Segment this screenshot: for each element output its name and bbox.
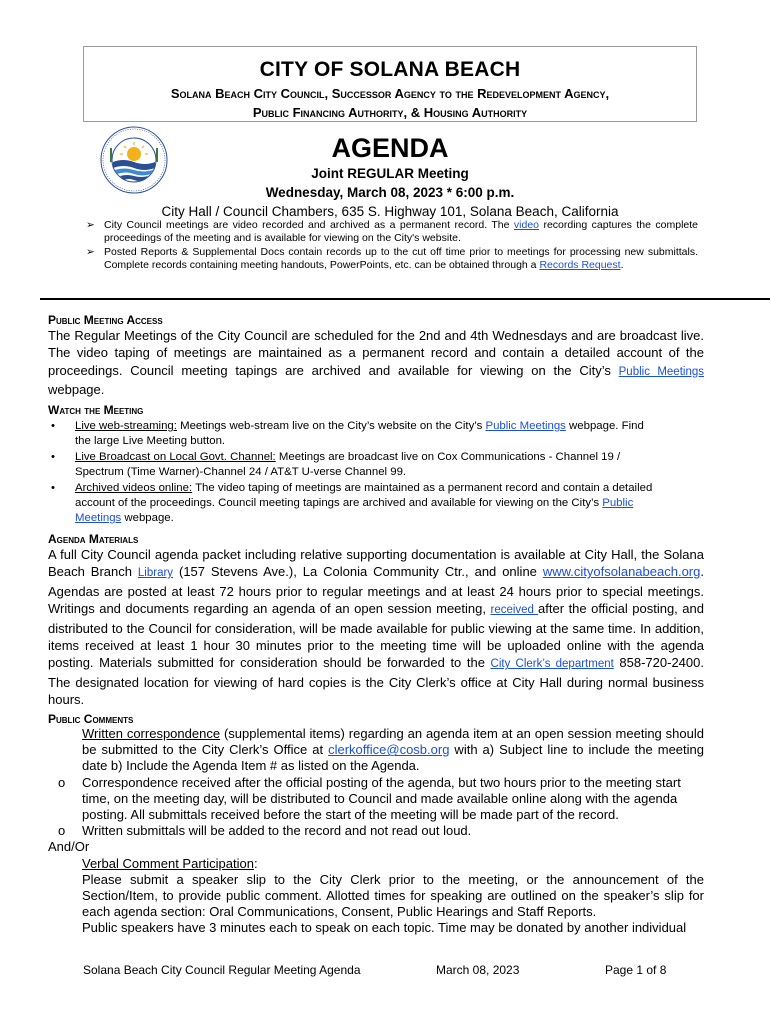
item-label: Live web-streaming: (75, 420, 177, 432)
list-item (48, 450, 658, 480)
section-heading: Agenda Materials (48, 532, 139, 546)
city-title: CITY OF SOLANA BEACH (259, 58, 521, 81)
note-text: recording captures the complete proceedings of the meeting and is available for viewing on the City's website. (104, 219, 698, 245)
arrow-bullet-icon: ➢ (86, 245, 95, 258)
clerk-email-link[interactable]: clerkoffice@cosb.org (328, 742, 450, 758)
body-text: after the official posting, and distributed to the Council for consideration, will be made available for public viewing at the same time. In addition, items received at least 1 hour 30 minutes prior to the meeting time will be uploaded online with the agenda posting. Materials submitted for consideration should be forwarded to the (48, 601, 704, 671)
agenda-materials-section (48, 532, 704, 709)
item-text: webpage. Find the large Live Meeting button. (75, 420, 644, 447)
note-text: . (620, 259, 624, 272)
section-body (48, 546, 704, 709)
meeting-location: City Hall / Council Chambers, 635 S. Highway 101, Solana Beach, California (161, 204, 619, 219)
body-text: webpage. (48, 382, 105, 398)
written-label: Written correspondence (82, 726, 221, 741)
body-text: The Regular Meetings of the City Council are scheduled for the 2nd and 4th Wednesdays and are broadcast live. The video taping of meetings are maintained as a permanent record and contain a detailed account of the proceedings. Council meeting tapings are archived and available for viewing on the City’s (48, 328, 704, 378)
header-subtitle-line1 (84, 85, 696, 104)
verbal-paragraph: Public speakers have 3 minutes each to speak on each topic. Time may be donated by another individual (82, 920, 687, 936)
footer-page-number: Page 1 of 8 (605, 963, 667, 977)
verbal-colon: : (253, 855, 258, 871)
agenda-title: AGENDA (331, 133, 449, 163)
body-text: A full City Council agenda packet including relative supporting documentation is available at City Hall, the Solana Beach Branch (48, 547, 704, 580)
bullet-icon: • (51, 420, 55, 432)
section-heading: Watch the Meeting (48, 403, 144, 417)
library-link[interactable]: Library (137, 567, 174, 580)
verbal-paragraph: Please submit a speaker slip to the City Clerk prior to the meeting, or the announcement of the Section/Item, to provide public comment. Allotted times for speaking are outlined on the speaker’s slip for each agenda section: Oral Communications, Consent, Public Hearings and Staff Reports. (82, 871, 704, 920)
meeting-type: Joint REGULAR Meeting (311, 166, 469, 181)
section-body (48, 327, 704, 399)
body-text: 858-720-2400. The designated location for viewing of hard copies is the City Clerk’s office at City Hall during normal business hours. (48, 655, 704, 708)
item-text: Written submittals will be added to the record and not read out loud. (82, 823, 472, 839)
footer-title: Solana Beach City Council Regular Meeting Agenda (83, 963, 361, 977)
subtitle-line1-text: Solana Beach City Council, Successor Agency to the Redevelopment Agency, (170, 86, 610, 101)
item-text: Meetings web-stream live on the City’s website on the City’s (176, 420, 486, 432)
public-meetings-link[interactable]: Public Meetings (485, 420, 566, 432)
header-box (83, 46, 697, 122)
city-clerk-link[interactable]: City Clerk’s department (490, 658, 614, 671)
note-video (86, 219, 698, 246)
note-text: Posted Reports & Supplemental Docs contain records up to the cut off time prior to meetings for processing new submittals. Complete records containing meeting handouts, PowerPoints, etc. can be obtained through a (104, 245, 698, 272)
body-text: (157 Stevens Ave.), La Colonia Community Ctr., and online (173, 564, 543, 580)
and-or-label: And/Or (48, 839, 90, 855)
verbal-label: Verbal Comment Participation (82, 855, 254, 871)
item-label: Live Broadcast on Local Govt. Channel: (75, 451, 276, 463)
public-meeting-access-section (48, 313, 704, 399)
body-text: with a) Subject line to include the meeting date b) Include the Agenda Item # as listed on the Agenda. (82, 742, 704, 774)
list-item (48, 481, 658, 526)
note-text: City Council meetings are video recorded and archived as a permanent record. The (104, 219, 514, 231)
section-heading: Public Meeting Access (48, 313, 163, 327)
bullet-icon: • (51, 482, 55, 494)
section-heading: Public Comments (48, 712, 134, 726)
item-text: Correspondence received after the official posting of the agenda, but two hours prior to the meeting start time, on the meeting day, will be distributed to Council and made available online along with the agenda posting. All submittals received before the start of the meeting will be made part of the record. (82, 774, 681, 823)
list-item (48, 823, 704, 839)
written-correspondence (48, 726, 704, 775)
bullet-icon: • (51, 451, 55, 463)
city-website-link[interactable]: www.cityofsolanabeach.org (542, 564, 701, 580)
public-comments-section (48, 712, 704, 937)
received-link[interactable]: received (490, 604, 539, 617)
body-text: . Agendas are posted at least 72 hours prior to regular meetings and at least 24 hours prior to special meetings. Writings and documents regarding an agenda of an open session meeting, (48, 564, 704, 617)
watch-bullets (48, 419, 704, 526)
footer-date: March 08, 2023 (436, 963, 520, 977)
list-item (48, 419, 658, 449)
meeting-date-time: Wednesday, March 08, 2023 * 6:00 p.m. (265, 185, 515, 200)
public-meetings-link[interactable]: Public Meetings (618, 365, 704, 378)
item-text: Meetings are broadcast live on Cox Communications - Channel 19 / Spectrum (Time Warner)-Channel 24 / AT&T U-verse Channel 99. (75, 451, 621, 478)
verbal-heading (48, 856, 704, 872)
arrow-bullet-icon: ➢ (86, 219, 95, 231)
circle-bullet-icon: o (58, 823, 66, 839)
item-text: webpage. (121, 512, 174, 524)
body-text: (supplemental items) regarding an agenda item at an open session meeting should be submitted to the City Clerk’s Office at (82, 726, 704, 758)
item-label: Archived videos online: (75, 482, 193, 494)
note-records (86, 246, 698, 273)
item-text: The video taping of meetings are maintained as a permanent record and contain a detailed account of the proceedings. Council meeting tapings are archived and available for viewing on the City’s (75, 482, 653, 509)
subtitle-line2-text: Public Financing Authority, & Housing Authority (252, 105, 528, 120)
watch-meeting-section (48, 403, 704, 526)
header-subtitle-line2 (84, 104, 696, 123)
video-link[interactable]: video (513, 219, 540, 231)
divider (40, 298, 770, 300)
circle-bullet-icon: o (58, 774, 66, 790)
public-meetings-link[interactable]: Public Meetings (75, 497, 634, 524)
public-comments-body (48, 726, 704, 937)
list-item (48, 775, 704, 824)
records-request-link[interactable]: Records Request (539, 259, 621, 272)
notes-list (86, 219, 698, 273)
